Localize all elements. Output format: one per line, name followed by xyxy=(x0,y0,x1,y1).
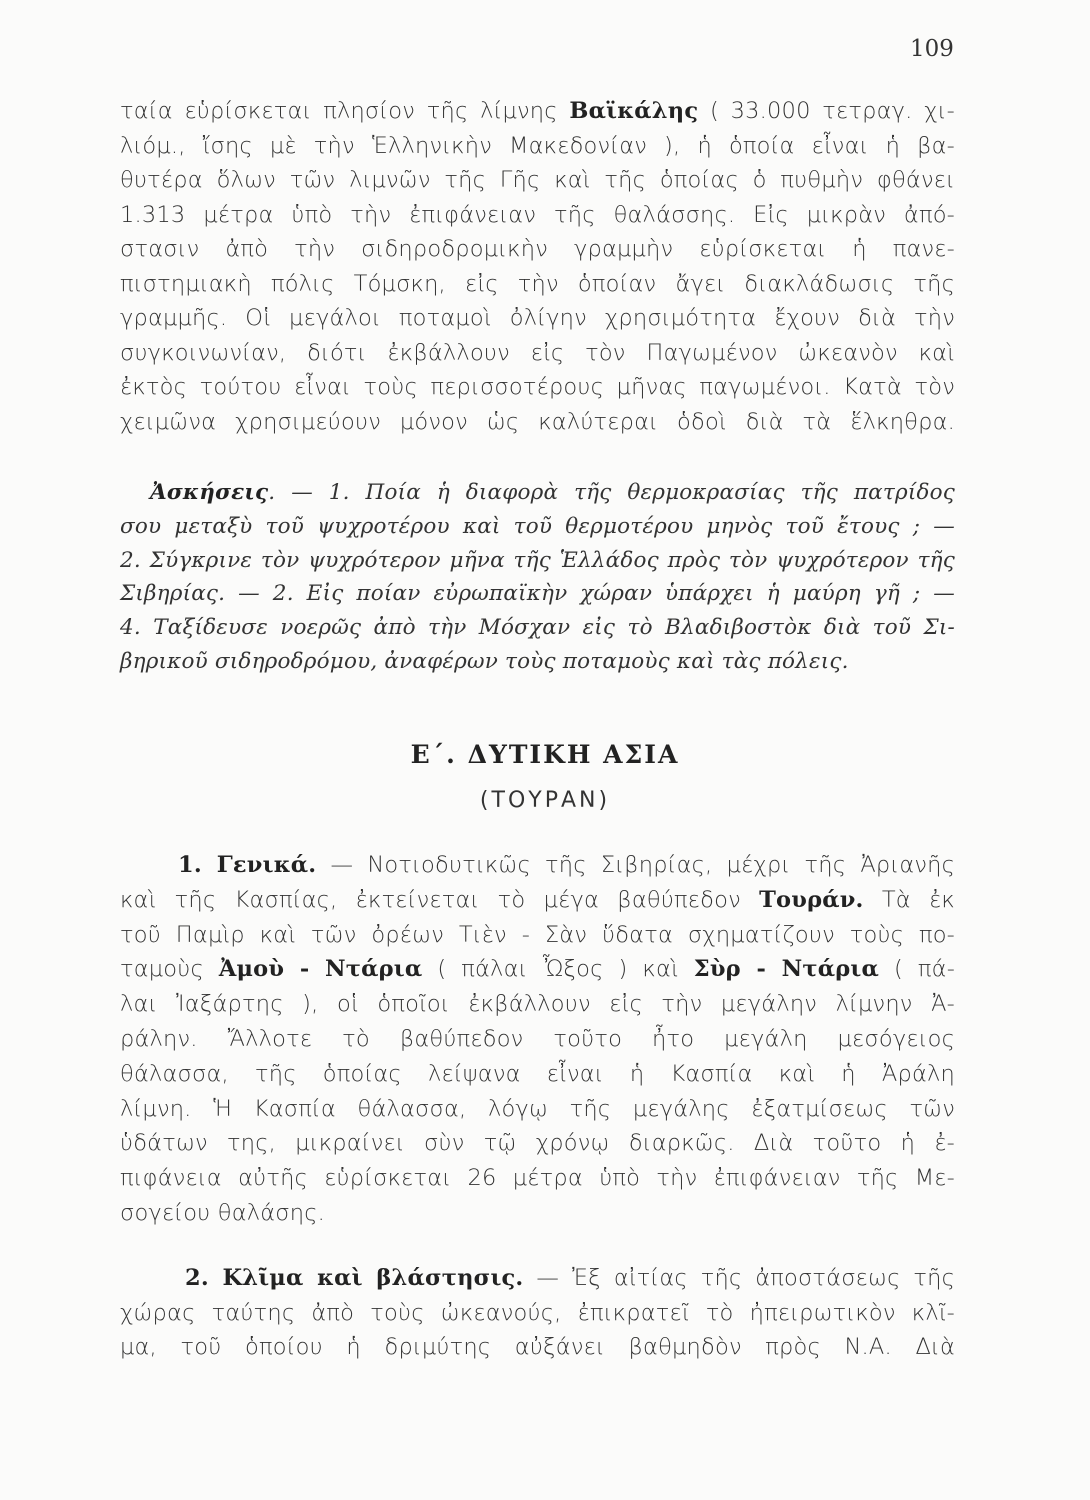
text-line xyxy=(120,1198,955,1228)
text-line xyxy=(120,1024,955,1054)
bold-term: Ἀσκήσεις xyxy=(150,480,269,505)
text-segment: μα, τοῦ ὁποίου ἡ δριμύτης αὐξάνει βαθμηδὸν πρὸς Ν.Α. Διὰ xyxy=(120,1334,955,1360)
text-line xyxy=(120,338,955,368)
text-line xyxy=(120,372,955,402)
text-segment: θυτέρα ὅλων τῶν λιμνῶν τῆς Γῆς καὶ τῆς ὁποίας ὁ πυθμὴν φθάνει xyxy=(120,167,955,193)
text-line xyxy=(120,269,955,299)
bold-term: Σὺρ - Ντάρια xyxy=(693,956,880,983)
text-segment: λίμνη. Ἡ Κασπία θάλασσα, λόγῳ τῆς μεγάλης ἐξατμίσεως τῶν xyxy=(120,1095,955,1122)
text-segment: — Ἐξ αἰτίας τῆς ἀποστάσεως τῆς xyxy=(523,1265,955,1291)
text-line xyxy=(120,200,955,230)
text-segment: 1.313 μέτρα ὑπὸ τὴν ἐπιφάνειαν τῆς θαλάσσης. Εἰς μικρὰν ἀπό- xyxy=(120,201,955,228)
text-line xyxy=(120,954,955,984)
text-segment: συγκοινωνίαν, διότι ἐκβάλλουν εἰς τὸν Παγωμένον ὠκεανὸν καὶ xyxy=(120,339,955,366)
text-line xyxy=(120,1059,955,1089)
text-segment: λαι Ἰαξάρτης ), οἱ ὁποῖοι ἐκβάλλουν εἰς τὴν μεγάλην λίμνην Ἀ- xyxy=(120,991,955,1018)
text-segment: ὑδάτων της, μικραίνει σὺν τῷ χρόνῳ διαρκῶς. Διὰ τοῦτο ἡ ἐ- xyxy=(120,1130,955,1157)
text-line xyxy=(150,480,955,505)
text-line xyxy=(185,1263,955,1293)
text-segment: θάλασσα, τῆς ὁποίας λείψανα εἶναι ἡ Κασπία καὶ ἡ Ἀράλη xyxy=(120,1060,955,1087)
text-line xyxy=(120,165,955,195)
text-segment: χώρας ταύτης ἀπὸ τοὺς ὠκεανούς, ἐπικρατεῖ τὸ ἠπειρωτικὸν κλῖ- xyxy=(120,1299,955,1326)
text-line xyxy=(120,1094,955,1124)
text-segment: ράλην. Ἄλλοτε τὸ βαθύπεδον τοῦτο ἦτο μεγάλη μεσόγειος xyxy=(120,1026,955,1052)
text-segment: ( 33.000 τετραγ. χι- xyxy=(698,98,956,124)
text-line xyxy=(120,1298,955,1328)
text-segment: χειμῶνα χρησιμεύουν μόνον ὡς καλύτεραι ὁδοὶ διὰ τὰ ἕλκηθρα. xyxy=(120,408,955,435)
text-segment: 2. Σύγκρινε τὸν ψυχρότερον μῆνα τῆς Ἑλλάδος πρὸς τὸν ψυχρότερον τῆς xyxy=(120,547,955,573)
text-segment: πιφάνεια αὐτῆς εὑρίσκεται 26 μέτρα ὑπὸ τὴν ἐπιφάνειαν τῆς Με- xyxy=(120,1165,955,1192)
text-line xyxy=(120,615,955,640)
text-segment: ( πά- xyxy=(879,956,956,983)
text-segment: ἐκτὸς τούτου εἶναι τοὺς περισσοτέρους μῆνας παγωμένοι. Κατὰ τὸν xyxy=(120,374,955,400)
bold-term: 2. Κλῖμα καὶ βλάστησις. xyxy=(185,1265,524,1291)
text-line xyxy=(120,514,955,539)
text-line xyxy=(120,548,955,573)
text-line xyxy=(120,1332,955,1362)
text-line xyxy=(120,581,955,606)
bold-term: Τουράν. xyxy=(759,886,864,913)
text-segment: σογείου θαλάσης. xyxy=(120,1200,325,1226)
chapter-subtitle: (ΤΟΥΡΑΝ) xyxy=(479,788,611,813)
text-line xyxy=(120,989,955,1019)
text-line xyxy=(120,234,955,264)
text-line xyxy=(120,303,955,333)
text-line xyxy=(120,920,955,950)
text-segment: — Νοτιοδυτικῶς τῆς Σιβηρίας, μέχρι τῆς Ἀριανῆς xyxy=(316,852,955,878)
page-number: 109 xyxy=(910,36,954,62)
text-segment: Σιβηρίας. — 2. Εἰς ποίαν εὐρωπαϊκὴν χώραν ὑπάρχει ἡ μαύρη γῆ ; — xyxy=(120,581,955,607)
bold-term: Βαϊκάλης xyxy=(569,98,699,124)
text-segment: Τὰ ἐκ xyxy=(863,886,955,913)
text-segment: τοῦ Παμὶρ καὶ τῶν ὀρέων Τιὲν - Σὰν ὕδατα σχηματίζουν τοὺς πο- xyxy=(120,921,955,948)
text-line xyxy=(120,131,955,161)
bold-term: 1. Γενικά. xyxy=(178,852,317,878)
text-segment: ( πάλαι Ὦξος ) καὶ xyxy=(422,956,694,983)
text-segment: βηρικοῦ σιδηροδρόμου, ἀναφέρων τοὺς ποταμοὺς καὶ τὰς πόλεις. xyxy=(120,649,849,674)
text-line xyxy=(120,1128,955,1158)
text-segment: 4. Ταξίδευσε νοερῶς ἀπὸ τὴν Μόσχαν εἰς τὸ Βλαδιβοστὸκ διὰ τοῦ Σι- xyxy=(120,615,955,641)
chapter-title: Ε΄. ΔΥΤΙΚΗ ΑΣΙΑ xyxy=(410,740,680,769)
text-segment: ταμοὺς xyxy=(120,956,219,983)
text-segment: σου μεταξὺ τοῦ ψυχροτέρου καὶ τοῦ θερμοτέρου μηνὸς τοῦ ἔτους ; — xyxy=(120,513,955,539)
bold-term: Ἀμοὺ - Ντάρια xyxy=(218,956,423,983)
text-segment: . — 1. Ποία ἡ διαφορὰ τῆς θερμοκρασίας τῆς πατρίδος xyxy=(268,480,955,505)
text-segment: ταία εὑρίσκεται πλησίον τῆς λίμνης xyxy=(120,98,570,124)
text-line xyxy=(120,1163,955,1193)
text-segment: στασιν ἀπὸ τὴν σιδηροδρομικὴν γραμμὴν εὑρίσκεται ἡ πανε- xyxy=(120,236,955,262)
text-segment: γραμμῆς. Οἱ μεγάλοι ποταμοὶ ὀλίγην χρησιμότητα ἔχουν διὰ τὴν xyxy=(120,305,955,331)
text-segment: πιστημιακὴ πόλις Τόμσκη, εἰς τὴν ὁποίαν ἄγει διακλάδωσις τῆς xyxy=(120,270,955,297)
text-line xyxy=(120,96,955,126)
text-line xyxy=(178,850,955,880)
text-line xyxy=(120,407,955,437)
text-segment: λιόμ., ἴσης μὲ τὴν Ἑλληνικὴν Μακεδονίαν ), ἡ ὁποία εἶναι ἡ βα- xyxy=(120,132,955,159)
text-line xyxy=(120,649,955,674)
text-line xyxy=(120,885,955,915)
text-segment: καὶ τῆς Κασπίας, ἐκτείνεται τὸ μέγα βαθύπεδον xyxy=(120,886,760,913)
